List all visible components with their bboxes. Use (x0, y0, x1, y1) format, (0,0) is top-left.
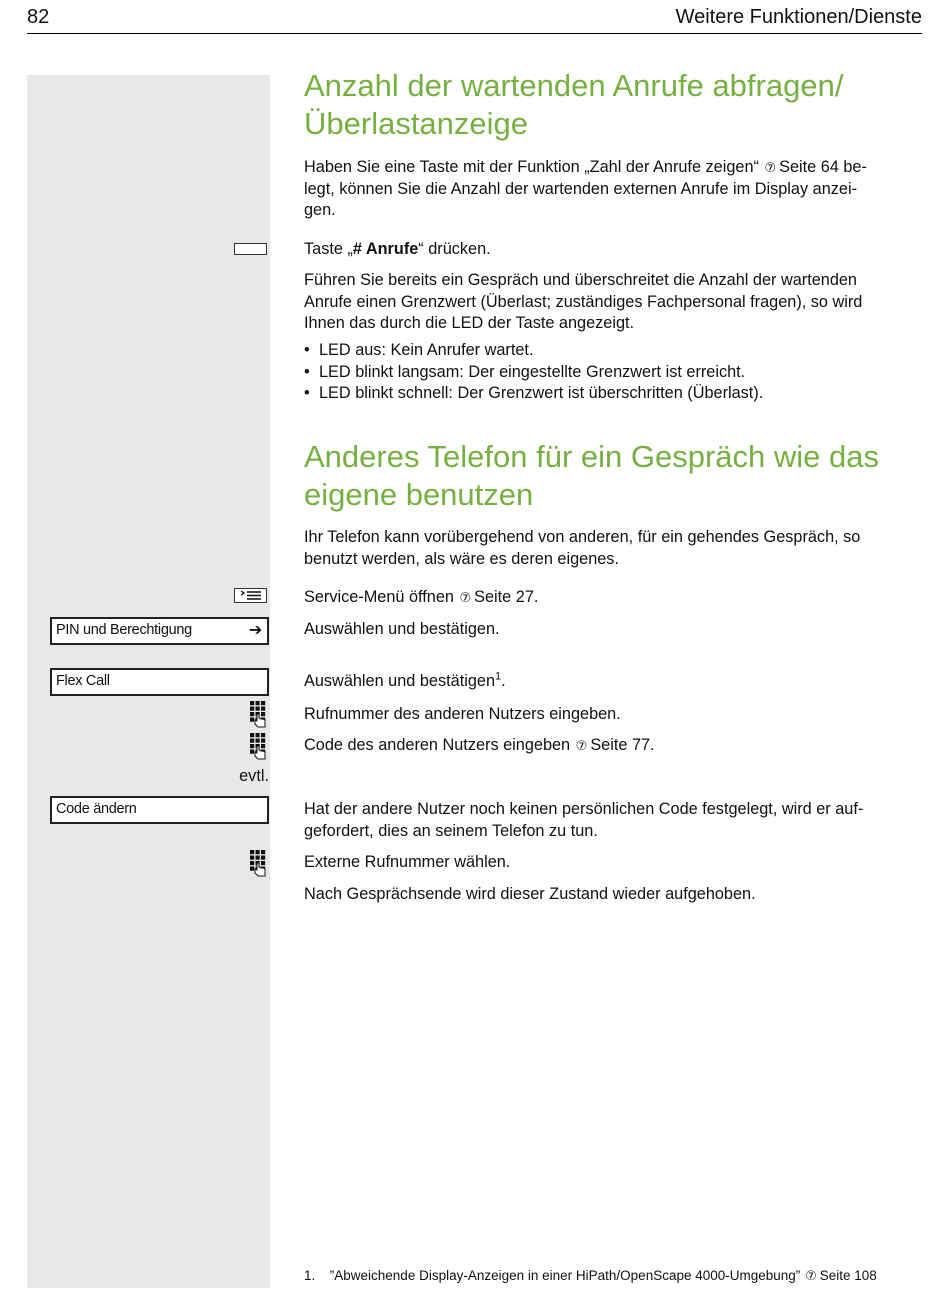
title-line: Anzahl der wartenden Anrufe abfragen/ (304, 68, 844, 103)
text-line: Ihr Telefon kann vorübergehend von anderen, für ein gehendes Gespräch, so (304, 528, 861, 546)
text-line: gefordert, dies an seinem Telefon zu tun. (304, 821, 598, 840)
section2-intro (304, 527, 920, 570)
see-also-icon: ⑦ (459, 590, 472, 605)
list-item: • LED blinkt schnell: Der Grenzwert ist überschritten (Überlast). (304, 383, 920, 405)
step-text: Seite 77. (590, 736, 655, 754)
chapter-title: Weitere Funktionen/Dienste (675, 6, 922, 28)
text-line: Ihnen das durch die LED der Taste angezeigt. (304, 314, 635, 332)
menu-item-label: Flex Call (56, 673, 110, 689)
header-divider (27, 33, 922, 34)
end-note: Nach Gesprächsende wird dieser Zustand wieder aufgehoben. (304, 885, 756, 903)
list-item: • LED blinkt langsam: Der eingestellte Grenzwert ist erreicht. (304, 362, 920, 384)
menu-item-pin-und-berechtigung[interactable] (50, 617, 269, 645)
step-text: . (501, 672, 506, 690)
title-line: Überlastanzeige (304, 106, 529, 141)
step-text: Taste „ (304, 240, 353, 258)
step-text: Service-Menü öffnen (304, 588, 454, 606)
text-line: Seite 64 be- (779, 158, 867, 176)
text-line: gen. (304, 201, 336, 219)
footnote-marker: 1 (495, 670, 502, 683)
step-press-key (304, 239, 920, 261)
footnote-number: 1. (304, 1268, 316, 1283)
key-label: # Anrufe (352, 240, 419, 258)
text-line: legt, können Sie die Anzahl der wartenden externen Anrufe im Display anzei- (304, 179, 857, 198)
text-line: Haben Sie eine Taste mit der Funktion „Zahl der Anrufe zeigen“ (304, 158, 759, 176)
function-key-icon (234, 243, 267, 255)
section1-intro (304, 157, 920, 222)
title-line: eigene benutzen (304, 477, 534, 512)
arrow-right-icon: ➔ (248, 622, 262, 639)
code-note (304, 799, 920, 842)
section-title-waiting-calls (304, 67, 924, 143)
step-open-service-menu (304, 587, 920, 609)
optional-label: evtl. (239, 767, 269, 785)
keypad-icon (249, 849, 267, 877)
menu-item-label: PIN und Berechtigung (56, 622, 192, 638)
step-enter-number: Rufnummer des anderen Nutzers eingeben. (304, 705, 621, 723)
text-line: Führen Sie bereits ein Gespräch und überschreitet die Anzahl der wartenden (304, 271, 857, 289)
footnote-page: Seite 108 (819, 1268, 877, 1283)
menu-item-flex-call[interactable] (50, 668, 269, 696)
step-select-confirm-footnoted (304, 671, 920, 693)
step-select-confirm: Auswählen und bestätigen. (304, 620, 500, 638)
text-line: Hat der andere Nutzer noch keinen persönlichen Code festgelegt, wird er auf- (304, 800, 864, 818)
list-item: • LED aus: Kein Anrufer wartet. (304, 340, 920, 362)
step-enter-code (304, 735, 920, 757)
step-text: Seite 27. (474, 588, 539, 606)
section-title-other-phone (304, 438, 924, 514)
title-line: Anderes Telefon für ein Gespräch wie das (304, 439, 879, 474)
step-dial-external: Externe Rufnummer wählen. (304, 853, 511, 871)
footnote-text: ”Abweichende Display-Anzeigen in einer HiPath/OpenScape 4000-Umgebung” (329, 1268, 801, 1283)
text-line: benutzt werden, als wäre es deren eigenes. (304, 549, 619, 568)
section1-explanation (304, 270, 920, 335)
step-text: “ drücken. (418, 240, 491, 258)
step-text: Auswählen und bestätigen (304, 672, 495, 690)
text-line: Anrufe einen Grenzwert (Überlast; zuständiges Fachpersonal fragen), so wird (304, 292, 863, 311)
service-menu-key-icon (234, 588, 267, 603)
see-also-icon: ⑦ (764, 160, 777, 175)
menu-item-code-aendern[interactable] (50, 796, 269, 824)
step-text: Code des anderen Nutzers eingeben (304, 736, 571, 754)
led-status-list (304, 340, 920, 405)
keypad-icon (249, 732, 267, 760)
menu-item-label: Code ändern (56, 801, 137, 817)
keypad-icon (249, 700, 267, 728)
footnote (304, 1268, 877, 1284)
page-number: 82 (27, 6, 50, 28)
see-also-icon: ⑦ (805, 1268, 817, 1283)
see-also-icon: ⑦ (575, 738, 588, 753)
